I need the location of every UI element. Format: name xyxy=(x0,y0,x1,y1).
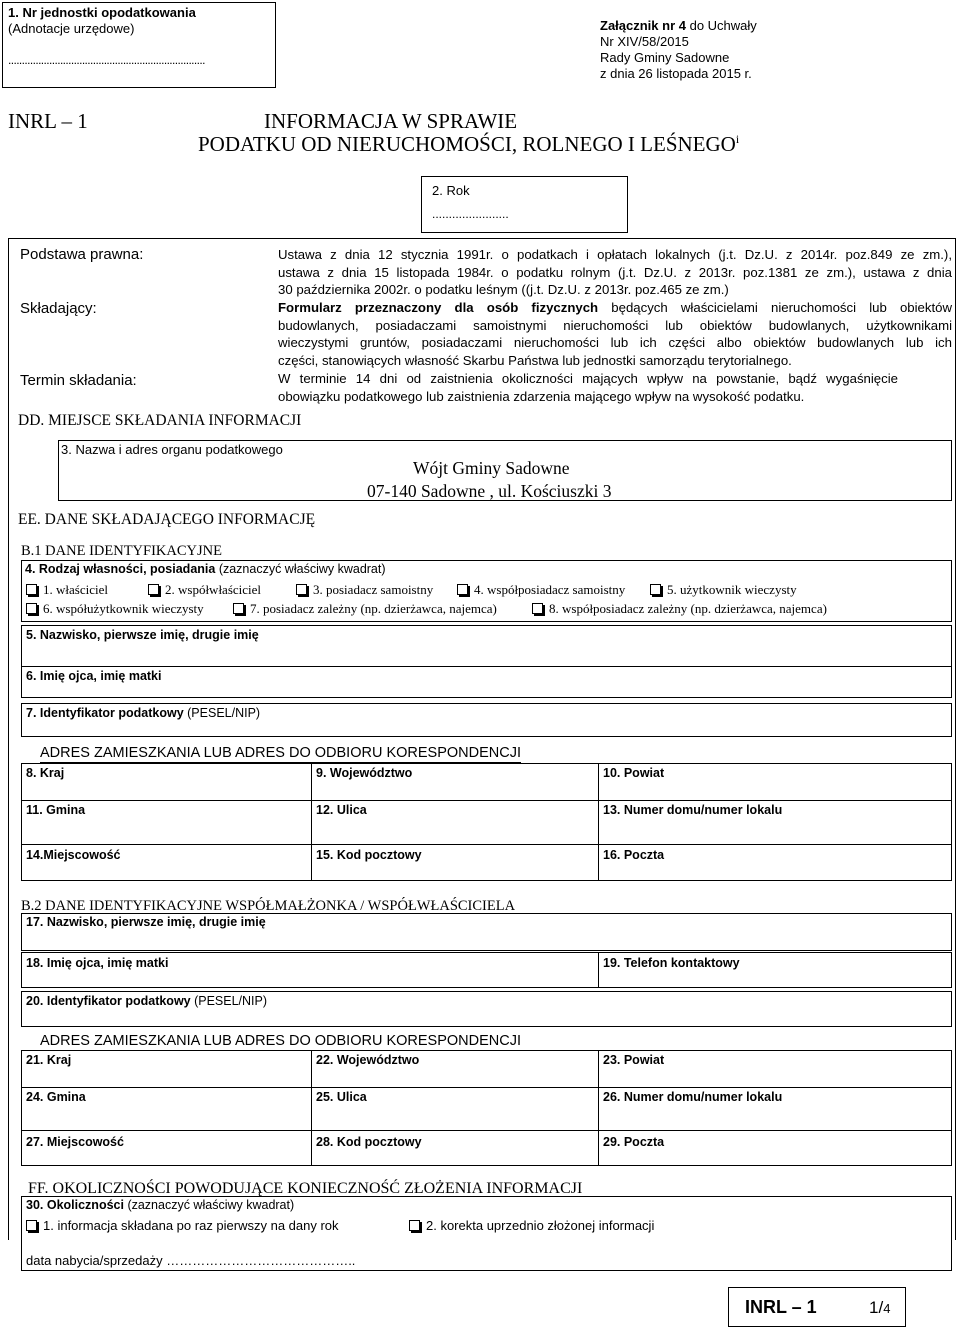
ownership-label xyxy=(25,562,386,578)
parents-field[interactable] xyxy=(21,666,952,698)
footer-form-code: INRL – 1 xyxy=(745,1297,817,1317)
spouse-tax-identifier-text: 20. Identyfikator podatkowy xyxy=(26,994,191,1008)
tax-id-sublabel: (Adnotacje urzędowe) xyxy=(8,21,135,36)
ownership-option-label: 2. współwłaściciel xyxy=(165,582,262,597)
form-code: INRL – 1 xyxy=(8,109,88,133)
post-office-field[interactable]: 16. Poczta xyxy=(603,848,665,862)
spouse-commune-field[interactable]: 24. Gmina xyxy=(26,1090,86,1104)
spouse-post-office-field[interactable]: 29. Poczta xyxy=(603,1135,665,1149)
spouse-voivodeship-field[interactable]: 22. Województwo xyxy=(316,1053,420,1067)
ownership-label-note: (zaznaczyć właściwy kwadrat) xyxy=(215,562,386,576)
page-total: 4 xyxy=(883,1301,891,1316)
ownership-option[interactable] xyxy=(26,601,204,617)
address-title: ADRES ZAMIESZKANIA LUB ADRES DO ODBIORU KORESPONDENCJI xyxy=(40,745,522,761)
spouse-street-field[interactable]: 25. Ulica xyxy=(316,1090,367,1104)
ownership-option[interactable] xyxy=(26,582,108,598)
page-number xyxy=(869,1297,890,1318)
tax-id-label: 1. Nr jednostki opodatkowania xyxy=(8,5,196,20)
spouse-country-field[interactable]: 21. Kraj xyxy=(26,1053,72,1067)
postal-code-field[interactable]: 15. Kod pocztowy xyxy=(316,848,422,862)
year-label: 2. Rok xyxy=(432,183,470,198)
filer-line: części, stanowiących własność Skarbu Państwa lub jednostki samorządu terytorialnego. xyxy=(278,352,792,368)
attachment-note xyxy=(600,18,757,82)
tax-id-box xyxy=(2,2,276,88)
address-grid xyxy=(21,763,952,881)
ownership-label-text: 4. Rodzaj własności, posiadania xyxy=(25,562,216,576)
checkbox-icon[interactable] xyxy=(532,603,543,614)
circumstances-label-text: 30. Okoliczności xyxy=(26,1198,124,1212)
form-title-line1: INFORMACJA W SPRAWIE xyxy=(264,109,518,133)
checkbox-icon[interactable] xyxy=(296,584,307,595)
legal-basis-label: Podstawa prawna: xyxy=(20,246,144,263)
form-title-line2 xyxy=(198,131,739,157)
deadline-line: obowiązku podatkowego lub zaistnienia zdarzenia mającego wpływ na wysokość podatku. xyxy=(278,388,805,404)
country-field[interactable]: 8. Kraj xyxy=(26,766,65,780)
page-current: 1/ xyxy=(869,1298,884,1317)
name-field-label: 5. Nazwisko, pierwsze imię, drugie imię xyxy=(26,628,259,642)
parents-field-label: 6. Imię ojca, imię matki xyxy=(26,669,162,683)
section-e-title: EE. DANE SKŁADAJĄCEGO INFORMACJĘ xyxy=(18,511,316,528)
voivodeship-field[interactable]: 9. Województwo xyxy=(316,766,413,780)
year-box xyxy=(421,176,628,233)
legal-basis-line: Ustawa z dnia 12 stycznia 1991r. o podatkach i opłatach lokalnych (j.t. Dz.U. z 2014r. poz.849 ze zm.), xyxy=(278,247,952,262)
spouse-name-label: 17. Nazwisko, pierwsze imię, drugie imię xyxy=(26,915,266,929)
name-field[interactable] xyxy=(21,625,952,667)
ownership-option[interactable] xyxy=(650,582,797,598)
council-name: Rady Gminy Sadowne xyxy=(600,50,730,65)
commune-field[interactable]: 11. Gmina xyxy=(26,803,86,817)
filer-line: budowlanych, posiadaczami samoistnymi nieruchomości lub obiektów budowlanych, użytkownikami xyxy=(278,317,952,333)
authority-name: Wójt Gminy Sadowne xyxy=(413,458,570,478)
authority-field-label: 3. Nazwa i adres organu podatkowego xyxy=(61,442,283,457)
filer-text xyxy=(278,299,952,369)
spouse-name-field[interactable] xyxy=(21,913,952,951)
checkbox-icon[interactable] xyxy=(409,1220,420,1231)
spouse-tax-identifier-label xyxy=(26,994,267,1010)
attachment-ref: do Uchwały xyxy=(685,18,757,33)
tax-identifier-note: (PESEL/NIP) xyxy=(183,706,261,720)
attachment-number: Załącznik nr 4 xyxy=(600,18,686,33)
section-d-title: DD. MIEJSCE SKŁADANIA INFORMACJI xyxy=(18,412,302,429)
tax-identifier-text: 7. Identyfikator podatkowy xyxy=(26,706,184,720)
spouse-parents-field[interactable]: 18. Imię ojca, imię matki xyxy=(26,956,169,970)
spouse-house-number-field[interactable]: 26. Numer domu/numer lokalu xyxy=(603,1090,783,1104)
deadline-text xyxy=(278,370,898,405)
b2-title: B.2 DANE IDENTYFIKACYJNE WSPÓŁMAŁŻONKA / WSPÓŁWŁAŚCICIELA xyxy=(21,898,516,914)
tax-identifier-label xyxy=(26,706,260,722)
form-title-text: PODATKU OD NIERUCHOMOŚCI, ROLNEGO I LEŚNEGO xyxy=(198,132,736,156)
circumstance-option-label: 1. informacja składana po raz pierwszy na dany rok xyxy=(43,1218,339,1233)
ownership-option[interactable] xyxy=(457,582,625,598)
spouse-county-field[interactable]: 23. Powiat xyxy=(603,1053,665,1067)
circumstances-label-note: (zaznaczyć właściwy kwadrat) xyxy=(123,1198,295,1212)
b1-title: B.1 DANE IDENTYFIKACYJNE xyxy=(21,543,222,559)
circumstance-option[interactable] xyxy=(409,1218,654,1234)
resolution-number: Nr XIV/58/2015 xyxy=(600,34,689,49)
ownership-option-label: 6. współużytkownik wieczysty xyxy=(43,601,204,616)
footer-form-code-box xyxy=(728,1287,906,1327)
legal-basis-text xyxy=(278,246,952,299)
checkbox-icon[interactable] xyxy=(457,584,468,595)
title-footnote: i xyxy=(735,132,740,146)
street-field[interactable]: 12. Ulica xyxy=(316,803,367,817)
ownership-option-label: 4. współposiadacz samoistny xyxy=(474,582,626,597)
checkbox-icon[interactable] xyxy=(26,584,37,595)
filer-line: będących właścicielami nieruchomości lub obiektów xyxy=(598,300,953,315)
legal-basis-line: 30 października 2002r. o podatku leśnym ((j.t. Dz.U. z 2013r. poz.465 ze zm.) xyxy=(278,282,729,297)
spouse-tax-identifier-field[interactable] xyxy=(21,991,952,1027)
ownership-option-label: 1. właściciel xyxy=(43,582,108,597)
checkbox-icon[interactable] xyxy=(26,603,37,614)
authority-address: 07-140 Sadowne , ul. Kościuszki 3 xyxy=(367,481,612,501)
tax-identifier-field[interactable] xyxy=(21,703,952,737)
ownership-option[interactable] xyxy=(233,601,497,617)
ownership-option[interactable] xyxy=(296,582,433,598)
spouse-parents-row xyxy=(21,952,952,988)
spouse-address-grid xyxy=(21,1050,952,1166)
spouse-address-title: ADRES ZAMIESZKANIA LUB ADRES DO ODBIORU KORESPONDENCJI xyxy=(40,1033,522,1049)
legal-basis-line: ustawa z dnia 15 listopada 1984r. o podatku rolnym (j.t. Dz.U. z 2013r. poz.1381 ze zm.), ustawa z dnia xyxy=(278,264,952,280)
city-field[interactable]: 14.Miejscowość xyxy=(26,848,121,862)
ownership-option-label: 3. posiadacz samoistny xyxy=(313,582,434,597)
ownership-option[interactable] xyxy=(148,582,261,598)
spouse-city-field[interactable]: 27. Miejscowość xyxy=(26,1135,124,1149)
ownership-option-label: 5. użytkownik wieczysty xyxy=(667,582,797,597)
spouse-postal-code-field[interactable]: 28. Kod pocztowy xyxy=(316,1135,422,1149)
section-f-title: FF. OKOLICZNOŚCI POWODUJĄCE KONIECZNOŚĆ ZŁOŻENIA INFORMACJI xyxy=(28,1180,583,1197)
checkbox-icon[interactable] xyxy=(650,584,661,595)
tax-id-dots[interactable]: ........................................................................ xyxy=(8,53,205,67)
filer-line: wieczystymi gruntów, posiadaczami nieruchomości lub ich części albo obiektów budowlanych lub ich xyxy=(278,335,952,350)
year-dots[interactable]: ....................... xyxy=(432,207,509,221)
spouse-tax-identifier-note: (PESEL/NIP) xyxy=(190,994,268,1008)
checkbox-icon[interactable] xyxy=(233,603,244,614)
filer-label: Składający: xyxy=(20,300,97,317)
ownership-option[interactable] xyxy=(532,601,827,617)
circumstance-option-label: 2. korekta uprzednio złożonej informacji xyxy=(426,1218,655,1233)
county-field[interactable]: 10. Powiat xyxy=(603,766,665,780)
checkbox-icon[interactable] xyxy=(26,1220,37,1231)
circumstance-option[interactable] xyxy=(26,1218,339,1234)
resolution-date: z dnia 26 listopada 2015 r. xyxy=(600,66,752,81)
phone-field[interactable]: 19. Telefon kontaktowy xyxy=(603,956,740,970)
deadline-label: Termin składania: xyxy=(20,372,137,389)
filer-bold: Formularz przeznaczony dla osób fizycznych xyxy=(278,300,599,315)
transaction-date-field[interactable]: data nabycia/sprzedaży …………………………………….. xyxy=(26,1253,356,1268)
circumstances-label xyxy=(26,1198,294,1214)
authority-box xyxy=(58,440,952,501)
deadline-line: W terminie 14 dni od zaistnienia okoliczności mających wpływ na powstanie, bądź wygaśnięcie xyxy=(278,371,898,386)
house-number-field[interactable]: 13. Numer domu/numer lokalu xyxy=(603,803,783,817)
ownership-option-label: 7. posiadacz zależny (np. dzierżawca, najemca) xyxy=(250,601,497,616)
ownership-option-label: 8. współposiadacz zależny (np. dzierżawca, najemca) xyxy=(549,601,827,616)
checkbox-icon[interactable] xyxy=(148,584,159,595)
